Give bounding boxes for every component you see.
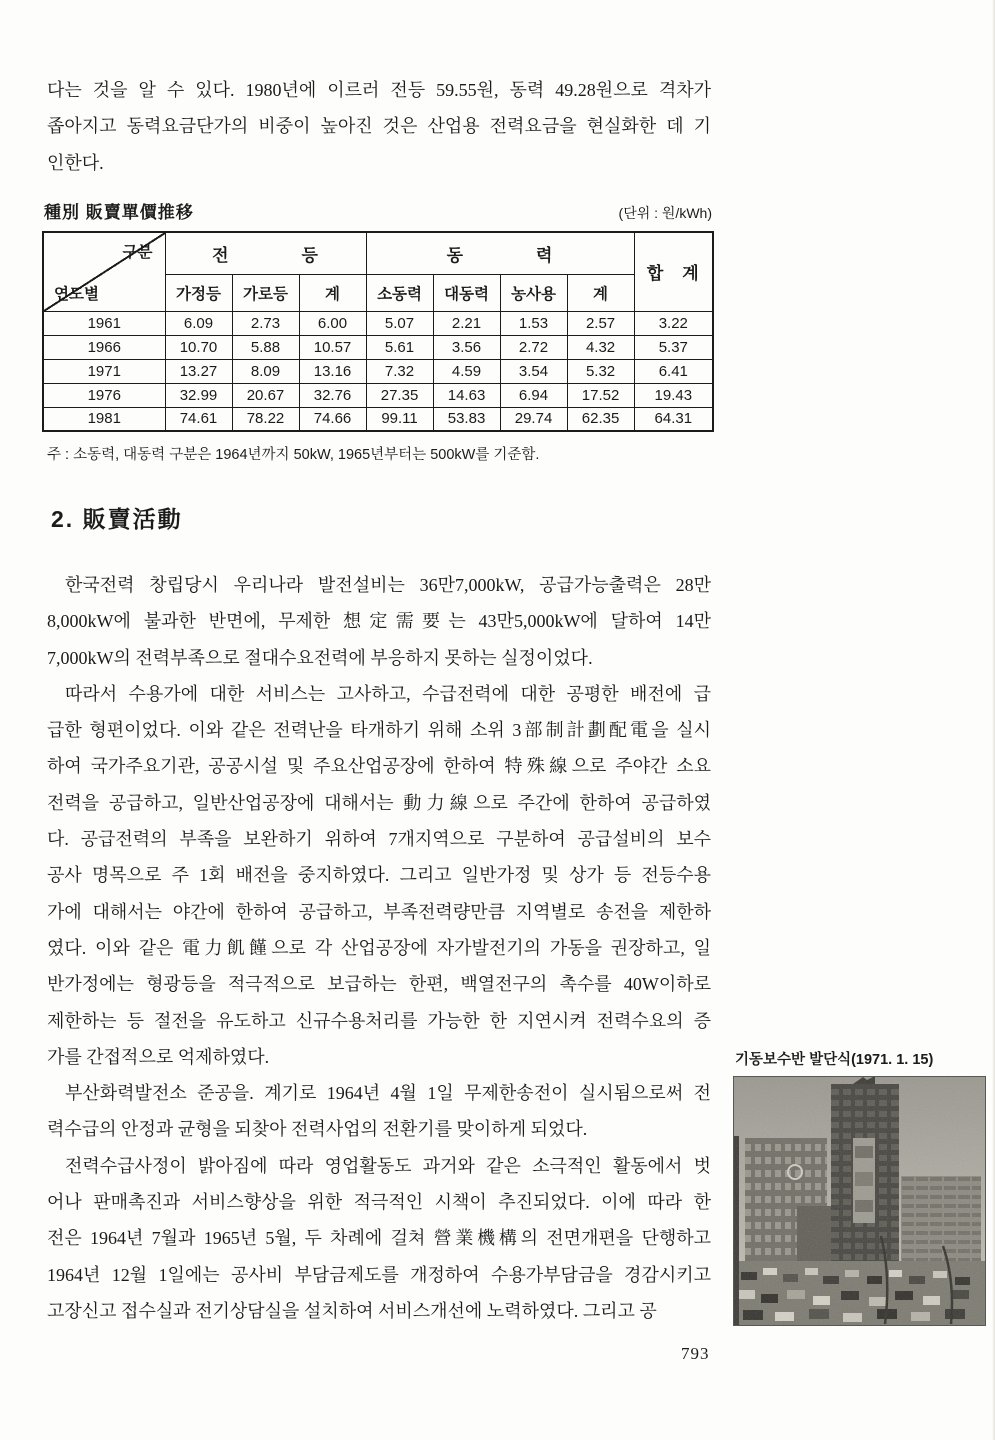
table-title-row <box>44 198 712 223</box>
value-cell: 6.94 <box>500 383 567 407</box>
value-cell: 2.21 <box>433 311 500 335</box>
table-row <box>43 359 713 383</box>
text-line: 다. 공급전력의 부족을 보완하기 위하여 7개지역으로 구분하여 공급설비의 보수 <box>47 829 711 850</box>
value-cell: 3.22 <box>634 311 713 335</box>
text-line: 전력수급사정이 밝아짐에 따라 영업활동도 과거와 같은 소극적인 활동에서 벗 <box>65 1155 711 1176</box>
text-line: 1964년 12월 1일에는 공사비 부담금제도를 개정하여 수용가부담금을 경감시키고 <box>47 1264 711 1285</box>
table-row <box>43 335 713 359</box>
value-cell: 1.53 <box>500 311 567 335</box>
value-cell: 5.88 <box>232 335 299 359</box>
text-line: 고장신고 접수실과 전기상담실을 설치하여 서비스개선에 노력하였다. 그리고 공 <box>47 1300 657 1321</box>
value-cell: 10.57 <box>299 335 366 359</box>
text-line: 한국전력 창립당시 우리나라 발전설비는 36만7,000kW, 공급가능출력은 28만 <box>65 575 711 595</box>
body-paragraphs <box>47 567 711 1329</box>
text-line: 하여 국가주요기관, 공공시설 및 주요산업공장에 한하여 特殊線으로 주야간 소요 <box>47 756 711 777</box>
text-line: 가에 대해서는 야간에 한하여 공급하고, 부족전력량만큼 지역별로 송전을 제한하 <box>47 901 711 922</box>
value-cell: 14.63 <box>433 383 500 407</box>
text-line: 따라서 수용가에 대한 서비스는 고사하고, 수급전력에 대한 공평한 배전에 급 <box>65 683 711 704</box>
text-line: 반가정에는 형광등을 적극적으로 보급하는 한편, 백열전구의 촉수를 40W이하로 <box>47 974 711 995</box>
value-cell: 2.73 <box>232 311 299 335</box>
value-cell: 74.61 <box>165 407 232 431</box>
value-cell: 5.07 <box>366 311 433 335</box>
column-group-header: 전 등 <box>165 232 366 274</box>
section-heading: 2. 販賣活動 <box>51 506 183 532</box>
value-cell: 78.22 <box>232 407 299 431</box>
text-line: 력수급의 안정과 균형을 되찾아 전력사업의 전환기를 맞이하게 되었다. <box>47 1119 588 1140</box>
text-line: 7,000kW의 전력부족으로 절대수요전력에 부응하지 못하는 실정이었다. <box>47 647 593 668</box>
column-header: 대동력 <box>433 274 500 311</box>
text-line: 전력을 공급하고, 일반산업공장에 대해서는 動力線으로 주간에 한하여 공급하였 <box>47 792 711 813</box>
value-cell: 5.32 <box>567 359 634 383</box>
text-line: 다는 것을 알 수 있다. 1980년에 이르러 전등 59.55원, 동력 49.28원으로 격차가 <box>47 80 711 100</box>
table-header-row-groups <box>43 232 713 274</box>
table-title: 種別 販賣單價推移 <box>44 203 194 222</box>
text-line: 8,000kW에 불과한 반면에, 무제한 想定需要는 43만5,000kW에 달하여 14만 <box>47 611 711 632</box>
column-header: 가로등 <box>232 274 299 311</box>
text-line: 부산화력발전소 준공을. 계기로 1964년 4월 1일 무제한송전이 실시됨으로써 전 <box>65 1083 711 1104</box>
value-cell: 5.61 <box>366 335 433 359</box>
text-line: 좁아지고 동력요금단가의 비중이 높아진 것은 산업용 전력요금을 현실화한 데 기 <box>47 116 711 137</box>
table-corner-cell <box>43 232 165 311</box>
value-cell: 5.37 <box>634 335 713 359</box>
value-cell: 29.74 <box>500 407 567 431</box>
value-cell: 2.57 <box>567 311 634 335</box>
column-header: 계 <box>299 274 366 311</box>
value-cell: 27.35 <box>366 383 433 407</box>
value-cell: 62.35 <box>567 407 634 431</box>
text-line: 제한하는 등 절전을 유도하고 신규수용처리를 가능한 한 지연시켜 전력수요의 증 <box>47 1010 711 1031</box>
value-cell: 3.54 <box>500 359 567 383</box>
table-row <box>43 383 713 407</box>
value-cell: 32.99 <box>165 383 232 407</box>
column-header: 농사용 <box>500 274 567 311</box>
value-cell: 3.56 <box>433 335 500 359</box>
value-cell: 13.27 <box>165 359 232 383</box>
column-group-header: 동 력 <box>366 232 634 274</box>
text-line: 공사 명목으로 주 1회 배전을 중지하였다. 그리고 일반가정 및 상가 등 전등수용 <box>47 865 711 886</box>
text-line: 인한다. <box>47 152 104 173</box>
photo-caption: 기동보수반 발단식(1971. 1. 15) <box>735 1052 934 1068</box>
corner-label-category: 구분 <box>122 244 153 261</box>
column-header: 계 <box>567 274 634 311</box>
table-note: 주 : 소동력, 대동력 구분은 1964년까지 50kW, 1965년부터는 500kW를 기준함. <box>47 447 540 463</box>
photo-block <box>733 1048 989 1326</box>
intro-paragraphs <box>47 72 711 181</box>
value-cell: 4.59 <box>433 359 500 383</box>
value-cell: 53.83 <box>433 407 500 431</box>
value-cell: 6.41 <box>634 359 713 383</box>
year-cell: 1966 <box>43 335 165 359</box>
value-cell: 64.31 <box>634 407 713 431</box>
text-line: 어나 판매촉진과 서비스향상을 위한 적극적인 시책이 추진되었다. 이에 따라 한 <box>47 1192 711 1213</box>
photo-image <box>733 1076 986 1326</box>
value-cell: 99.11 <box>366 407 433 431</box>
value-cell: 32.76 <box>299 383 366 407</box>
column-header: 가정등 <box>165 274 232 311</box>
total-column-header: 합 계 <box>634 232 713 311</box>
text-line: 였다. 이와 같은 電力飢饉으로 각 산업공장에 자가발전기의 가동을 권장하고, 일 <box>47 937 711 958</box>
value-cell: 13.16 <box>299 359 366 383</box>
value-cell: 17.52 <box>567 383 634 407</box>
year-cell: 1961 <box>43 311 165 335</box>
corner-label-year: 연도별 <box>54 285 99 303</box>
year-cell: 1981 <box>43 407 165 431</box>
text-line: 가를 간접적으로 억제하였다. <box>47 1046 270 1067</box>
price-table <box>42 231 714 432</box>
table-row <box>43 407 713 431</box>
value-cell: 8.09 <box>232 359 299 383</box>
photo <box>733 1076 986 1326</box>
text-line: 급한 형편이었다. 이와 같은 전력난을 타개하기 위해 소위 3部制計劃配電을 실시 <box>47 720 711 741</box>
value-cell: 20.67 <box>232 383 299 407</box>
value-cell: 2.72 <box>500 335 567 359</box>
value-cell: 7.32 <box>366 359 433 383</box>
value-cell: 6.09 <box>165 311 232 335</box>
page-number: 793 <box>681 1344 710 1363</box>
year-cell: 1971 <box>43 359 165 383</box>
value-cell: 4.32 <box>567 335 634 359</box>
table-row <box>43 311 713 335</box>
value-cell: 19.43 <box>634 383 713 407</box>
table-unit-label: (단위 : 원/kWh) <box>618 205 712 221</box>
text-line: 전은 1964년 7월과 1965년 5월, 두 차례에 걸쳐 營業機構의 전면개편을 단행하고 <box>47 1228 711 1249</box>
column-header: 소동력 <box>366 274 433 311</box>
value-cell: 10.70 <box>165 335 232 359</box>
year-cell: 1976 <box>43 383 165 407</box>
value-cell: 6.00 <box>299 311 366 335</box>
value-cell: 74.66 <box>299 407 366 431</box>
